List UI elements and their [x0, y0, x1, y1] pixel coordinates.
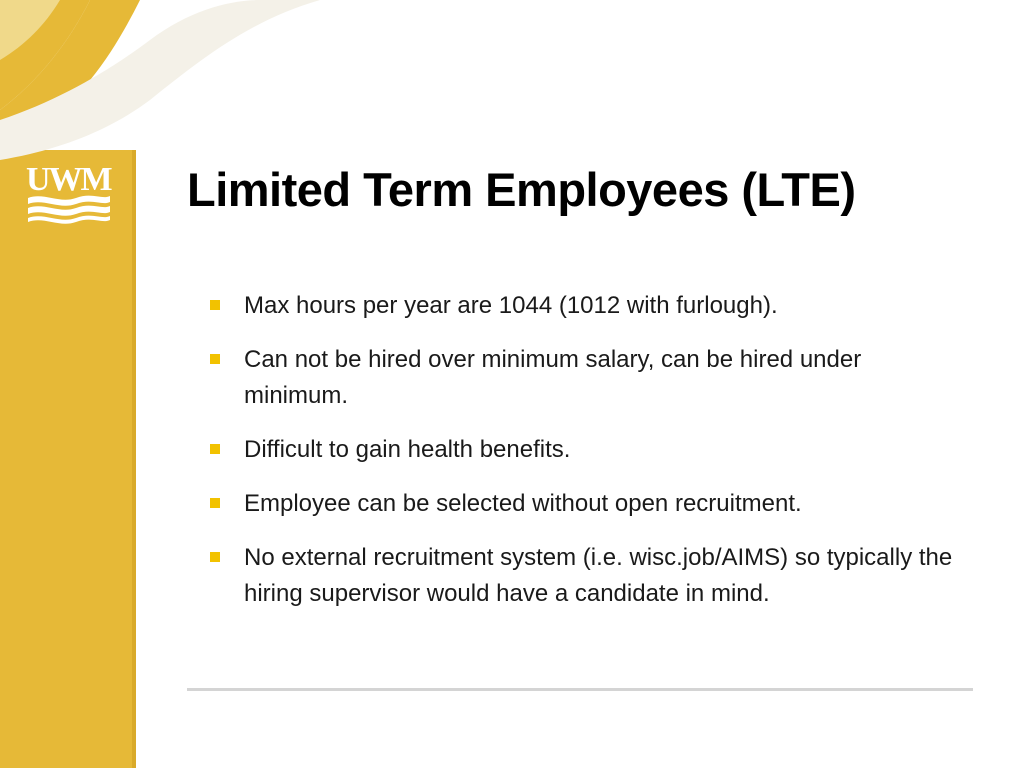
- square-bullet-icon: [210, 300, 220, 310]
- bullet-text: Difficult to gain health benefits.: [244, 436, 571, 463]
- footer-divider: [187, 688, 973, 691]
- uwm-logo: [24, 158, 114, 228]
- svg-text:UWM: UWM: [26, 161, 111, 198]
- bullet-text: Max hours per year are 1044 (1012 with furlough).: [244, 292, 778, 319]
- bullet-text: Can not be hired over minimum salary, can be hired under minimum.: [244, 346, 862, 409]
- square-bullet-icon: [210, 354, 220, 364]
- square-bullet-icon: [210, 498, 220, 508]
- square-bullet-icon: [210, 444, 220, 454]
- bullet-text: Employee can be selected without open recruitment.: [244, 490, 802, 517]
- list-item: [210, 432, 970, 468]
- list-item: [210, 540, 970, 612]
- slide-title: Limited Term Employees (LTE): [187, 163, 856, 216]
- list-item: [210, 288, 970, 324]
- list-item: [210, 342, 970, 414]
- bullet-list: [210, 288, 970, 630]
- list-item: [210, 486, 970, 522]
- bullet-text: No external recruitment system (i.e. wisc.job/AIMS) so typically the hiring supervisor would have a candidate in mind.: [244, 544, 953, 607]
- square-bullet-icon: [210, 552, 220, 562]
